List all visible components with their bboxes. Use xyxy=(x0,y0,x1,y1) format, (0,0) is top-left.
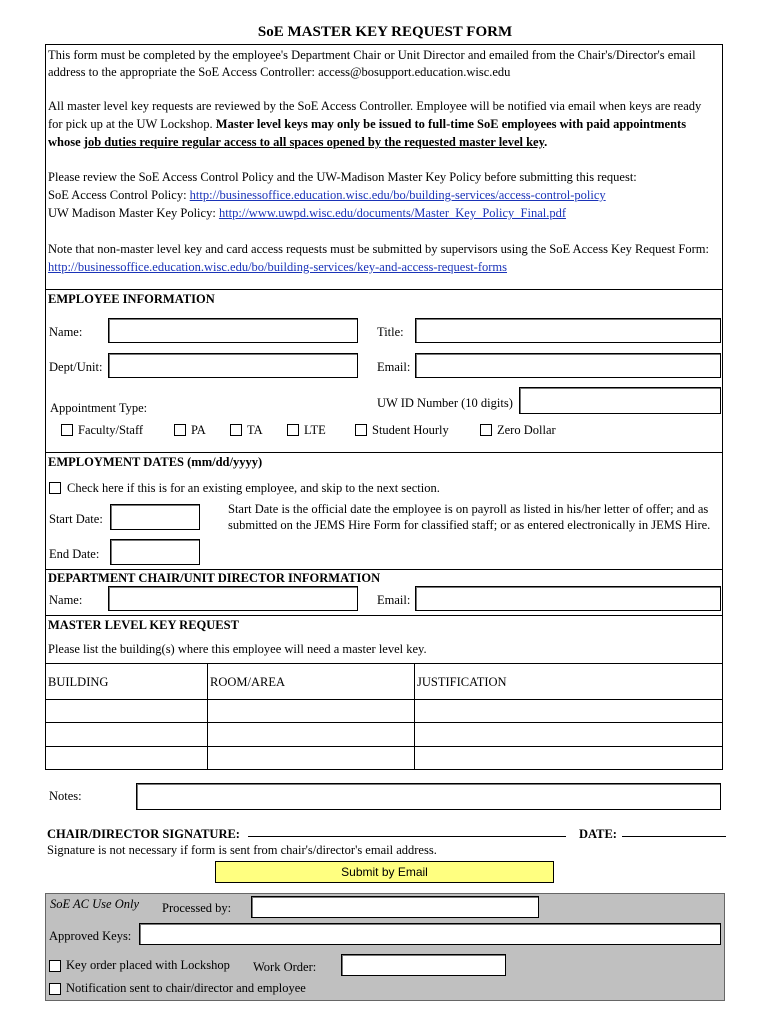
column-header-room-area: ROOM/AREA xyxy=(210,675,286,689)
table-cell-building-2[interactable] xyxy=(46,723,206,745)
checkbox-existing-employee[interactable] xyxy=(49,482,61,494)
column-header-building: BUILDING xyxy=(48,675,109,689)
employee-title-field[interactable] xyxy=(415,318,721,343)
approved-keys-field[interactable] xyxy=(139,923,721,945)
uw-id-field[interactable] xyxy=(519,387,721,414)
existing-employee-label: Check here if this is for an existing employee, and skip to the next section. xyxy=(67,481,440,495)
notes-label: Notes: xyxy=(49,789,82,803)
table-cell-justification-2[interactable] xyxy=(415,723,722,745)
appointment-zero-dollar-label: Zero Dollar xyxy=(497,423,556,437)
employee-name-label: Name: xyxy=(49,325,83,339)
key-request-heading: MASTER LEVEL KEY REQUEST xyxy=(48,618,239,632)
table-cell-room-1[interactable] xyxy=(208,700,413,721)
appointment-student-hourly-label: Student Hourly xyxy=(372,423,449,437)
submit-by-email-button[interactable]: Submit by Email xyxy=(215,861,554,883)
table-cell-building-1[interactable] xyxy=(46,700,206,721)
table-cell-room-2[interactable] xyxy=(208,723,413,745)
processed-by-field[interactable] xyxy=(251,896,539,918)
policy1-link[interactable]: http://businessoffice.education.wisc.edu/bo/building-services/access-control-policy xyxy=(189,188,606,202)
intro-para1-line2: address to the appropriate the SoE Access Controller: access@bosupport.education.wisc.edu xyxy=(48,65,511,79)
end-date-field[interactable] xyxy=(110,539,200,565)
date-line[interactable] xyxy=(622,836,726,837)
checkbox-key-order[interactable] xyxy=(49,960,61,972)
chair-info-heading: DEPARTMENT CHAIR/UNIT DIRECTOR INFORMATION xyxy=(48,571,381,585)
checkbox-ta[interactable] xyxy=(230,424,242,436)
notification-label: Notification sent to chair/director and employee xyxy=(66,981,306,995)
column-header-justification: JUSTIFICATION xyxy=(417,675,507,689)
appointment-type-label: Appointment Type: xyxy=(50,401,148,415)
employee-info-heading: EMPLOYEE INFORMATION xyxy=(48,292,215,306)
dept-label: Dept/Unit: xyxy=(49,360,103,374)
employment-dates-heading: EMPLOYMENT DATES (mm/dd/yyyy) xyxy=(48,455,263,469)
intro-para4-line1: Note that non-master level key and card access requests must be submitted by supervisors using the SoE Access Key Request Form: xyxy=(48,242,709,256)
policy2-link[interactable]: http://www.uwpd.wisc.edu/documents/Master_Key_Policy_Final.pdf xyxy=(218,206,567,220)
appointment-faculty-staff-label: Faculty/Staff xyxy=(78,423,144,437)
appointment-ta-label: TA xyxy=(247,423,263,437)
start-date-field[interactable] xyxy=(110,504,200,530)
table-cell-room-3[interactable] xyxy=(208,747,413,768)
chair-name-field[interactable] xyxy=(108,586,358,611)
form-title: SoE MASTER KEY REQUEST FORM xyxy=(257,24,513,40)
intro-para2-line1: All master level key requests are reviewed by the SoE Access Controller. Employee will be notified via email when keys are ready xyxy=(48,99,702,113)
employee-name-field[interactable] xyxy=(108,318,358,343)
checkbox-student-hourly[interactable] xyxy=(355,424,367,436)
divider xyxy=(45,663,723,664)
employee-email-label: Email: xyxy=(377,360,411,374)
end-date-label: End Date: xyxy=(49,547,100,561)
table-cell-justification-3[interactable] xyxy=(415,747,722,768)
checkbox-lte[interactable] xyxy=(287,424,299,436)
checkbox-faculty-staff[interactable] xyxy=(61,424,73,436)
processed-by-label: Processed by: xyxy=(162,901,232,915)
employee-title-label: Title: xyxy=(377,325,404,339)
work-order-field[interactable] xyxy=(341,954,506,976)
office-use-title: SoE AC Use Only xyxy=(50,897,139,911)
signature-note: Signature is not necessary if form is sent from chair's/director's email address. xyxy=(47,843,437,857)
chair-email-label: Email: xyxy=(377,593,411,607)
work-order-label: Work Order: xyxy=(253,960,317,974)
date-label: DATE: xyxy=(579,827,617,841)
signature-label: CHAIR/DIRECTOR SIGNATURE: xyxy=(47,827,240,841)
checkbox-zero-dollar[interactable] xyxy=(480,424,492,436)
start-date-note-line1: Start Date is the official date the employee is on payroll as listed in his/her letter of offer; and as xyxy=(228,502,709,516)
intro-para2-line3: whose job duties require regular access to all spaces opened by the requested master level key. xyxy=(48,135,548,149)
intro-para3-line1: Please review the SoE Access Control Policy and the UW-Madison Master Key Policy before submitting this request: xyxy=(48,170,637,184)
uw-id-label: UW ID Number (10 digits) xyxy=(377,396,513,410)
checkbox-pa[interactable] xyxy=(174,424,186,436)
notes-field[interactable] xyxy=(136,783,721,810)
signature-line[interactable] xyxy=(248,836,566,837)
policy1-line: SoE Access Control Policy: http://businessoffice.education.wisc.edu/bo/building-services/access-control-policy xyxy=(48,188,606,202)
appointment-pa-label: PA xyxy=(191,423,206,437)
intro-para2-line2: for pick up at the UW Lockshop. Master level keys may only be issued to full-time SoE employees with paid appointments xyxy=(48,117,687,131)
key-request-form-link[interactable]: http://businessoffice.education.wisc.edu/bo/building-services/key-and-access-request-forms xyxy=(48,260,508,274)
table-cell-justification-1[interactable] xyxy=(415,700,722,721)
start-date-note-line2: submitted on the JEMS Hire Form for classified staff; or as entered electronically in JEMS Hire. xyxy=(228,518,711,532)
intro-para1-line1: This form must be completed by the employee's Department Chair or Unit Director and emailed from the Chair's/Director's email xyxy=(48,48,696,62)
checkbox-notification[interactable] xyxy=(49,983,61,995)
chair-name-label: Name: xyxy=(49,593,83,607)
chair-email-field[interactable] xyxy=(415,586,721,611)
key-order-label: Key order placed with Lockshop xyxy=(66,958,230,972)
dept-field[interactable] xyxy=(108,353,358,378)
appointment-lte-label: LTE xyxy=(304,423,326,437)
start-date-label: Start Date: xyxy=(49,512,103,526)
table-cell-building-3[interactable] xyxy=(46,747,206,768)
employee-email-field[interactable] xyxy=(415,353,721,378)
key-request-instructions: Please list the building(s) where this employee will need a master level key. xyxy=(48,642,427,656)
approved-keys-label: Approved Keys: xyxy=(49,929,132,943)
policy2-line: UW Madison Master Key Policy: http://www.uwpd.wisc.edu/documents/Master_Key_Policy_Final.pdf xyxy=(48,206,567,220)
